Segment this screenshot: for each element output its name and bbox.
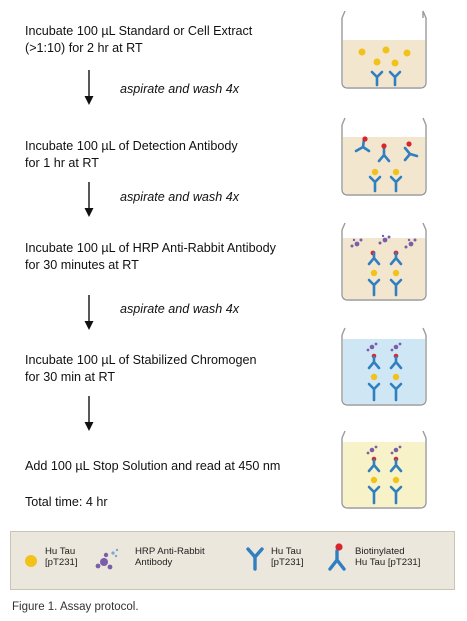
legend-hrp-label <box>135 546 205 568</box>
legend-biotin-line-2: Hu Tau [pT231] <box>355 557 421 568</box>
legend-hrp-line-1: HRP Anti-Rabbit <box>135 546 205 557</box>
hu-tau-antigen-icon <box>23 553 39 569</box>
legend-hu-tau-line-1: Hu Tau <box>45 546 76 557</box>
biotinylated-antibody-icon <box>327 542 349 572</box>
wash-label-1: aspirate and wash 4x <box>120 82 240 96</box>
legend-hrp-line-2: Antibody <box>135 557 173 568</box>
legend-capture-line-2: [pT231] <box>271 557 304 568</box>
step-5-line-1: Add 100 µL Stop Solution and read at 450 nm <box>25 459 281 473</box>
step-5-text <box>25 458 280 475</box>
step-4-line-1: Incubate 100 µL of Stabilized Chromogen <box>25 353 257 367</box>
step-1-line-2: (>1:10) for 2 hr at RT <box>25 41 143 55</box>
legend-capture-label <box>271 546 304 568</box>
wash-label-2: aspirate and wash 4x <box>120 190 240 204</box>
step-4-text <box>25 352 257 386</box>
figure-caption: Figure 1. Assay protocol. <box>12 601 139 613</box>
step-3-text <box>25 240 276 274</box>
down-arrow-icon <box>82 182 96 218</box>
legend-hu-tau-line-2: [pT231] <box>45 557 78 568</box>
step-4-line-2: for 30 min at RT <box>25 370 116 384</box>
step-2-line-2: for 1 hr at RT <box>25 156 99 170</box>
step-2-line-1: Incubate 100 µL of Detection Antibody <box>25 139 238 153</box>
down-arrow-icon <box>82 396 96 432</box>
capture-antibody-icon <box>245 546 265 572</box>
down-arrow-icon <box>82 70 96 106</box>
total-time: Total time: 4 hr <box>25 495 108 509</box>
well-5-illustration <box>339 428 429 510</box>
hrp-anti-rabbit-icon <box>93 547 121 573</box>
legend-biotin-label <box>355 546 420 568</box>
down-arrow-icon <box>82 295 96 331</box>
well-3-illustration <box>339 220 429 302</box>
legend-biotin-line-1: Biotinylated <box>355 546 405 557</box>
well-1-illustration <box>339 8 429 90</box>
legend <box>10 531 455 590</box>
legend-hu-tau-label <box>45 546 78 568</box>
step-1-line-1: Incubate 100 µL Standard or Cell Extract <box>25 24 253 38</box>
step-3-line-2: for 30 minutes at RT <box>25 258 139 272</box>
well-2-illustration <box>339 115 429 197</box>
step-3-line-1: Incubate 100 µL of HRP Anti-Rabbit Antibody <box>25 241 276 255</box>
step-1-text <box>25 23 252 57</box>
legend-capture-line-1: Hu Tau <box>271 546 302 557</box>
well-4-illustration <box>339 325 429 407</box>
wash-label-3: aspirate and wash 4x <box>120 302 240 316</box>
step-2-text <box>25 138 238 172</box>
